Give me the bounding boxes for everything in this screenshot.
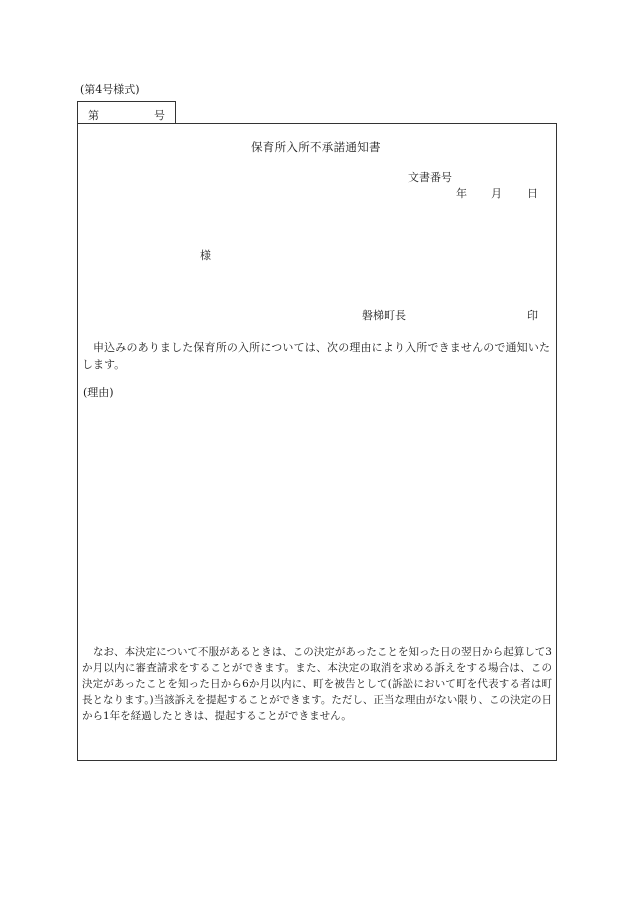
number-suffix: 号 — [154, 109, 165, 122]
document-number-box — [77, 101, 176, 123]
date-day-label: 日 — [527, 187, 538, 200]
reason-label: (理由) — [83, 386, 114, 399]
issuer-name: 磐梯町長 — [362, 309, 406, 322]
notice-body: 申込みのありました保育所の入所については、次の理由により入所できませんので通知いたします。 — [82, 341, 550, 371]
appeal-notice: なお、本決定について不服があるときは、この決定があったことを知った日の翌日から起算して3か月以内に審査請求をすることができます。また、本決定の取消を求める訴えをする場合は、この決定があったことを知った日から6か月以内に、町を被告として(訴訟において町を代表する者は町長となります。)当該訴えを提起することができます。ただし、正当な理由がない限り、この決定の日から1年を経過したときは、提起することができません。 — [82, 646, 552, 722]
date-year-label: 年 — [456, 187, 467, 200]
seal-mark: 印 — [527, 309, 538, 322]
doc-number-label: 文書番号 — [408, 171, 452, 184]
form-label: (第4号様式) — [80, 83, 140, 96]
date-month-label: 月 — [491, 187, 502, 200]
number-prefix: 第 — [88, 109, 99, 122]
addressee-suffix: 様 — [200, 249, 211, 262]
document-title: 保育所入所不承諾通知書 — [251, 140, 381, 154]
